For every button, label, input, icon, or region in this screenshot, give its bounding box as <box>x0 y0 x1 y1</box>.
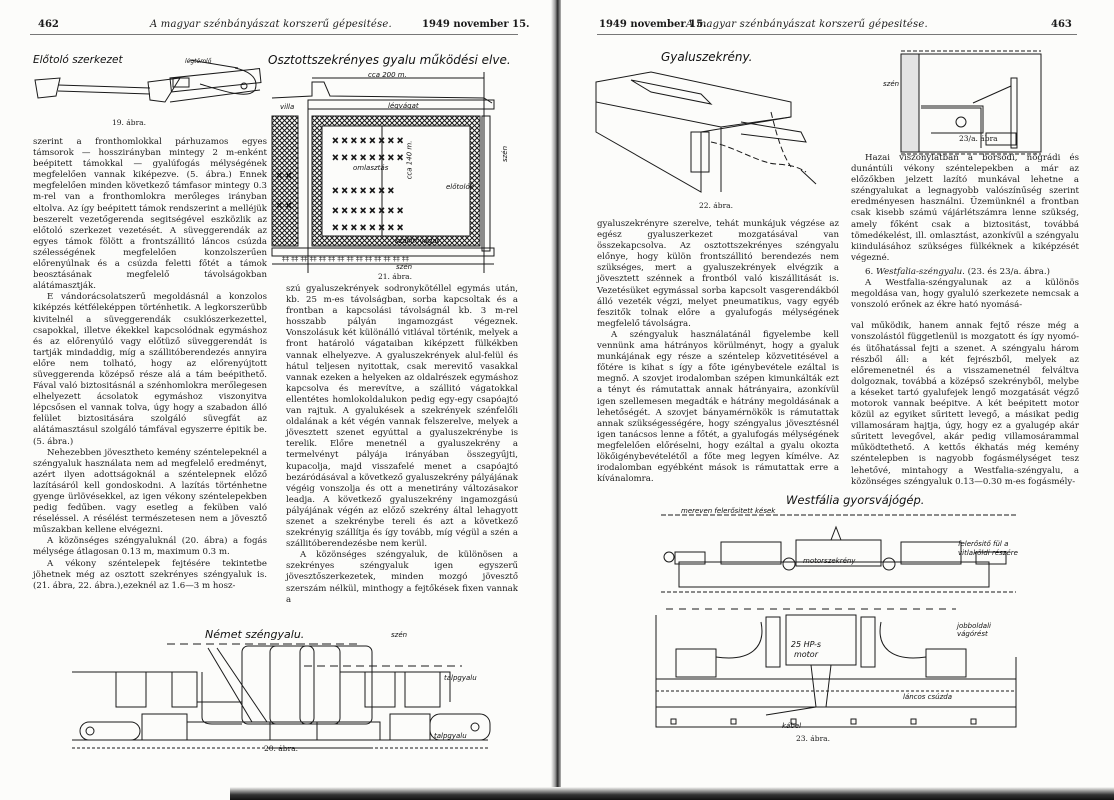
fig23-label-lancos: láncos csúzda <box>903 693 953 701</box>
fig23a-label-szen: szén <box>883 80 900 88</box>
fig22-title: Gyaluszekrény. <box>661 50 753 64</box>
fig19-caption: 19. ábra. <box>112 118 147 127</box>
svg-text:× × × × × × × ×: × × × × × × × × <box>332 153 404 162</box>
fig22-drawing <box>591 72 821 202</box>
svg-text:× × × × × × × ×: × × × × × × × × <box>332 206 404 215</box>
paragraph: A közönséges széngyaluknál (20. ábra) a fogás mélysége átlagosan 0.13 m, maximum 0.3 m. <box>33 536 267 558</box>
page-number: 462 <box>38 19 59 30</box>
fig21-label-szen-right: szén <box>501 145 510 163</box>
header-rule <box>30 34 518 35</box>
paragraph: gyaluszekrényre szerelve, tehát munkájuk végzése az egész gyaluszerkezet mozgatásával van összekapcsolva. Az osztottszekrényes széngyalu előnye, hogy külön frontszállitó berendezés nem szükséges, mert a gyaluszekrények elvégzik a jövesztett szénnek a frontból való kiszállitását is. Vezetésüket egymással sorba kapcsolt vasgerendákból álló vezeték végzi, melyet pneumatikus, vagy egyéb feszitők tolnak előre a gyalufogás mélységének megfelelő távolságra. <box>597 219 839 329</box>
fig20-label-talpgyalu-bottom: talpgyalu <box>434 732 467 740</box>
fig23-label-motorszekreny: motorszekrény <box>803 557 856 565</box>
fig21-label-szen-bottom: szén <box>396 263 413 271</box>
right-header <box>1051 19 1072 30</box>
svg-text:‡‡ ‡‡ ‡‡ ‡‡ ‡‡ ‡‡ ‡‡ ‡‡ ‡‡ ‡‡: ‡‡ ‡‡ ‡‡ ‡‡ ‡‡ ‡‡ ‡‡ ‡‡ ‡‡ ‡‡ ‡‡ ‡‡ ‡‡ ‡‡ <box>282 255 409 263</box>
left-page <box>0 0 553 800</box>
fig19-drawing <box>30 60 250 120</box>
fig21-label-szallitovagat: szállítóvágat <box>395 237 440 245</box>
section-number: 6. <box>865 266 876 277</box>
fig20-label-talpgyalu-top: talpgyalu <box>444 674 477 682</box>
paragraph: A széngyaluk használatánál figyelembe kell vennünk ama hátrányos körülményt, hogy a gyaluk munkájának egy része a széntelep közvetitésével a főtére is kihat s így a főte igénybevétele ezáltal is megnő. A szovjet irodalomban szépen kimunkálták ezt a tényt és rámutattak annak hátrányaira, azonkívül igen szellemesen megadták e hátrány megoldásának a lehetőségét. A szovjet bányamérnökök is rámutattak annak szükségességére, hogy széngyalus jövesztésnél igen tanácsos lenne a főtét, a gyalufogás mélységének megfelelően előréselni, hogy ezáltal a gyalu okozta lökőigénybevételétől a főte meg legyen kímélve. Az irodalomban egyébként mások is rámutattak erre a kívánalomra. <box>597 329 839 485</box>
fig23-label-kesek: mereven felerősitett kések <box>681 507 776 515</box>
fig22-caption: 22. ábra. <box>699 201 734 210</box>
fig20-drawing-right <box>270 642 490 754</box>
paragraph: szerint a fronthomlokkal párhuzamos egyes támsorok — hosszirányban mintegy 2 m-enként beépitett támokkal — gyalúfogás mélységének megfelelően vannak kiképezve. (5. ábra.) Ennek megfelelően minden következő támfasor mintegy 0.3 m-rel van a fronthomlokra merőleges irányban eltolva. Az így beépitett támok rendszerint a melléjük beszerelt vezetőgerenda segitségével eszközlik az előtoló szerkezet vezetését. A süveggerendák az egyes támok fölött a frontszállitó láncos csúzda szélességének megfelelően konzolszerűen előrenyúlnak és a csúzda feletti főtét a támok beosztásának megfelelő távolságokban alátámasztják. <box>33 137 267 292</box>
header-rule <box>597 34 1077 35</box>
paragraph: Hazai viszonylatban a borsodi, nógrádi és dunántúli vékony széntelepekben a már az előzőkben jelzett lazító munkával lehetne a széngyalukat a legnagyobb valószínűség szerint eredményesen használni. Üzemünknél a frontban csak kisebb számú vájárlétszámra lenne szükség, amely főként csak a biztositást, továbbá tömedékelést, ill. omlasztást, azonkívül a széngyalu kiindulásához szükséges fülkéknek a kiképzését végezné. <box>851 153 1079 263</box>
svg-text:× ×: × × <box>276 201 292 210</box>
svg-text:× × × × × × × ×: × × × × × × × × <box>332 136 404 145</box>
section-title: Westfalia-széngyalu. <box>875 266 965 277</box>
right-column-2 <box>851 153 1079 488</box>
fig23-caption: 23. ábra. <box>796 734 831 743</box>
fig23-title: Westfália gyorsvájógép. <box>786 493 925 507</box>
left-column-2 <box>286 284 518 606</box>
fig23a-caption: 23/a. ábra <box>959 134 998 143</box>
left-header <box>38 19 59 30</box>
fig23-label-felerosito: felerősitő fül a vitlaköldi részére <box>958 540 1018 557</box>
fig21-label-villa: villa <box>280 103 295 111</box>
right-running-title-wrap <box>686 19 928 30</box>
paragraph: szú gyaluszekrények sodronykötéllel egymás után, kb. 25 m-es távolságban, sorba kapcsoltak és a frontban a kapcsolási távolságnál kb. 3 m-rel hosszabb pályán ingamozgást végeznek. Vonszolásuk két különálló vitlával történik, melyek a front határoló vágataiban kiképzett fülkékben vannak elhelyezve. A gyaluszekrények alul-felül és hátul teljesen nyitottak, csak merevitő vasakkal vannak ezeken a helyeken az oldalrészek egymáshoz kapcsolva és merevítve, a szállitó vágatokkal ellentétes homlokoldalukon pedig egy-egy csapóajtó van rajtuk. A gyalukések a szekrények szénfelőli oldalának a két végén vannak felszerelve, melyek a jövesztett szenet egyúttal a gyaluszekrénybe is terelik. Előre menetnél a gyaluszekrény a termelvényt pályája irányában összegyűjti, kupacolja, majd visszafelé menet a csapóajtó bezáródásával a következő gyaluszekrény pályájának végéig vonszolja és ott a menetirány változásakor leadja. A következő gyaluszekrény ingamozgású pályájának végén az előző szekrény által lehagyott szenet a szekrénybe tereli és azt a következő szekrényig szállítja és így tovább, míg végül a szén a szállitóberendezésbe nem kerül. <box>286 284 518 550</box>
issue-date: 1949 november 15. <box>422 19 530 30</box>
fig21-label-legvagat: légvágat <box>388 102 419 110</box>
left-running-title-wrap <box>150 19 392 30</box>
svg-text:× × × × × × × ×: × × × × × × × × <box>332 223 404 232</box>
fig21-label-elotolok: előtolók <box>446 183 474 191</box>
left-date-wrap <box>422 19 530 30</box>
paragraph: Nehezebben jövesztheto kemény széntelepeknél a széngyaluk használata nem ad megfelelő eredményt, azért ilyen adottságoknál a széntelepnek előző lazításáról kell gondoskodni. A lazítás történhetne gyenge ürlövésekkel, az igen vékony széntelepekben pedig fedűben. vagy esetleg a feküben való réseléssel. A résélést természetesen nem a jövesztő műszakban kellene elvégezni. <box>33 447 267 536</box>
paragraph: A közönséges széngyaluk, de különösen a szekrényes széngyaluk igen egyszerű jövesztőszerkezetek, minden mozgó jövesztő szerszám nélkül, minthogy a fejtőkések fixen vannak a <box>286 550 518 605</box>
fig20-label-szen: szén <box>391 631 408 639</box>
fig23-label-jobboldali: jobboldali vágórést <box>957 622 991 638</box>
running-title: A magyar szénbányászat korszerű gépesitése. <box>150 19 392 30</box>
section-heading <box>851 267 1079 278</box>
paragraph: A Westfalia-széngyalunak az a különös megoldása van, hogy gyaluló szerkezete nemcsak a vonszoló erőnek az ékre ható nyomásá- <box>851 278 1079 311</box>
paragraph: E vándorácsolatszerű megoldásnál a konzolos kiképzés kétféleképpen történhetik. A legkorszerübb kivitelnél a süveggerendák csuklószerkezettel, csapokkal, illetve ékekkel kapcsolódnak egymáshoz és az előrenyúló vagy előtüző süveggerendát is tartják mindaddig, míg a szállitóberendezés annyira előre nem tolható, hogy az előrenyújtott süveggerenda középső része alá a tám beépithető. Fával való biztositásnál a szénhomlokra merőlegesen elhelyezett ácsolatok egymáshoz viszonyitva lépcsősen el vannak tolva, úgy hogy a szabadon álló felület biztositására szolgáló süvegfát az alátámasztásul szolgáló támfával egyszerre épitik be. (5. ábra.) <box>33 292 267 447</box>
issue-date: 1949 november 15. <box>599 19 707 30</box>
fig19-title: Előtoló szerkezet <box>33 54 123 66</box>
right-column-1 <box>597 219 839 485</box>
right-page <box>561 0 1114 800</box>
fig21-label-distance: cca 200 m. <box>368 71 407 79</box>
fig21-title: Osztottszekrényes gyalu működési elve. <box>268 53 511 67</box>
paragraph: A vékony széntelepek fejtésére tekintetbe jöhetnek még az osztott szekrényes széngyaluk is. (21. ábra, 22. ábra.),ezeknél az 1.6—3 m hosz- <box>33 558 267 591</box>
svg-text:× × × × × × ×: × × × × × × × <box>332 186 395 195</box>
svg-text:× ×: × × <box>276 171 292 180</box>
fig21-drawing <box>272 68 517 286</box>
fig20-title: Német széngyalu. <box>205 628 305 641</box>
fig21-label-cca140: cca 140 m. <box>405 140 414 180</box>
page-number: 463 <box>1051 19 1072 30</box>
left-column-1 <box>33 137 267 592</box>
fig23-label-kabel: kábel <box>782 722 802 730</box>
fig19-label-legtomlo: légtömlő <box>185 58 212 65</box>
page-bottom-shadow <box>230 787 1114 800</box>
running-title: A magyar szénbányászat korszerű gépesitése. <box>686 19 928 30</box>
section-ref: (23. és 23/a. ábra.) <box>964 266 1050 277</box>
fig21-caption: 21. ábra. <box>378 272 413 281</box>
fig20-caption: 20. ábra. <box>264 744 299 753</box>
fig21-label-omlasztas: omlasztás <box>353 164 389 172</box>
fig23-label-motor: 25 HP-s motor <box>790 640 822 659</box>
paragraph: val működik, hanem annak fejtő része még a vonszolástól függetlenül is mozgatott és így nyomó- és ütőhatással fejti a szenet. A széngyalu három részből áll: a két fejrészből, melyek az előremenetnél és a visszamenetnél felváltva dolgoznak, továbbá a középső szekrényből, melybe a késeket tartó gyalufejek lengő mozgatását végző motorok vannak beépitve. A két beépitett motor közül az egyiket sűritett levegő, a másikat pedig villamosáram hajtja, úgy, hogy ez a gyalugép akár sűritett levegővel, akár pedig villamosárammal működtethető. A kettős ékhatás még kemény széntelepben is nagyobb fogásmélységet tesz lehetővé, mintahogy a Westfalia-széngyalu, a közönséges széngyaluk 0.13—0.30 m-es fogásmély- <box>851 321 1079 487</box>
fig23-bottom-squares <box>671 719 976 724</box>
